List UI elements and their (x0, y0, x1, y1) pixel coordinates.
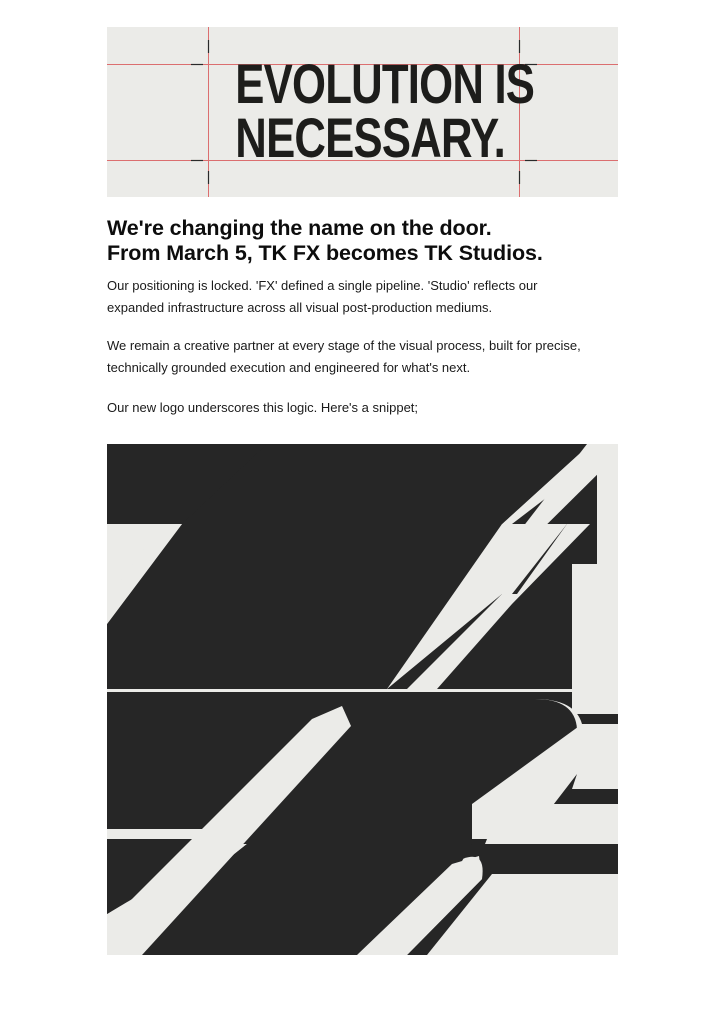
hero-headline-line1: EVOLUTION IS (235, 52, 535, 115)
paragraph-partner-line2: technically grounded execution and engineered for what's next. (107, 360, 471, 375)
paragraph-partner (107, 335, 618, 379)
announcement-heading (107, 216, 618, 266)
hero-headline-line2: NECESSARY. (235, 106, 506, 169)
logo-snippet-graphic (107, 444, 618, 955)
paragraph-positioning-line1: Our positioning is locked. 'FX' defined a single pipeline. 'Studio' reflects our (107, 278, 538, 293)
hero-headline (235, 52, 535, 169)
paragraph-logo-intro (107, 397, 618, 419)
paragraph-logo-intro-line: Our new logo underscores this logic. Here's a snippet; (107, 400, 419, 415)
hero-banner (107, 27, 618, 197)
announcement-content (107, 216, 618, 419)
heading-line1: We're changing the name on the door. (107, 216, 492, 240)
logo-snippet-image (107, 444, 618, 955)
paragraph-positioning-line2: expanded infrastructure across all visual post-production mediums. (107, 300, 493, 315)
heading-line2: From March 5, TK FX becomes TK Studios. (107, 241, 543, 265)
logo-shape-divider (107, 689, 618, 692)
paragraph-partner-line1: We remain a creative partner at every stage of the visual process, built for precise, (107, 338, 581, 353)
paragraph-positioning (107, 275, 618, 319)
